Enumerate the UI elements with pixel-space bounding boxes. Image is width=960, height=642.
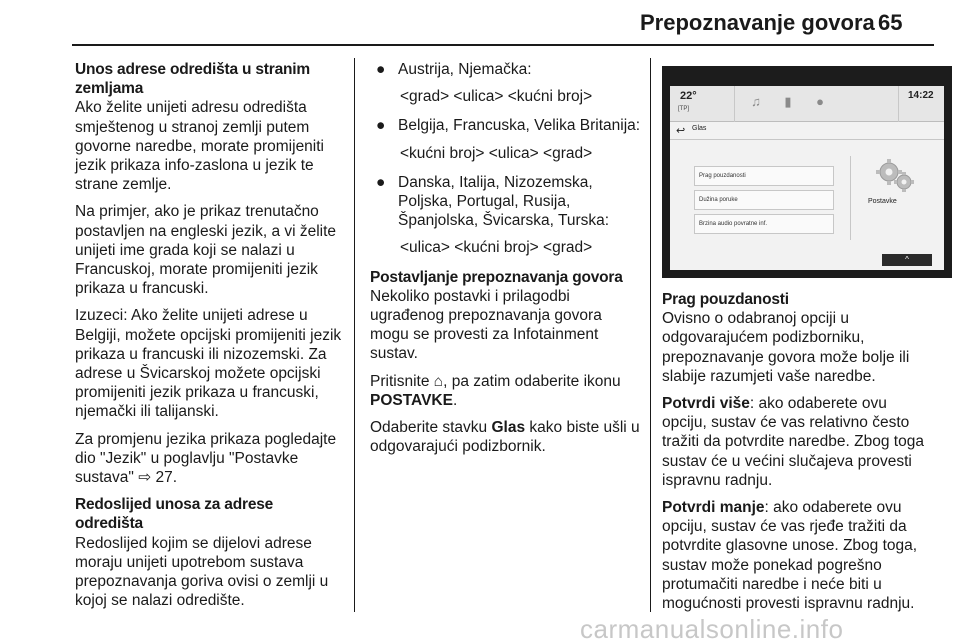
country-group-label: Danska, Italija, Nizozemska, Poljska, Portugal, Rusija, Španjolska, Švicarska, Turska: bbox=[398, 173, 610, 230]
bullet-icon: ● bbox=[376, 61, 386, 78]
press-home-text: Pritisnite bbox=[370, 372, 434, 390]
audio-feedback-speed-item[interactable]: Brzina audio povratne inf. bbox=[694, 214, 834, 234]
screen-divider bbox=[850, 156, 851, 240]
address-order: <grad> <ulica> <kućni broj> bbox=[400, 88, 593, 106]
watermark: carmanualsonline.info bbox=[580, 614, 844, 642]
paragraph-confirm-more bbox=[662, 394, 934, 490]
heading-input-order: Redoslijed unosa za adrese odredišta bbox=[75, 496, 274, 533]
middle-column bbox=[370, 60, 642, 464]
select-voice-text: Odaberite stavku bbox=[370, 419, 492, 437]
column-divider-right bbox=[650, 58, 651, 612]
left-column bbox=[75, 60, 345, 618]
confirm-less-keyword: Potvrdi manje bbox=[662, 499, 765, 517]
page-reference-number: 27. bbox=[151, 469, 178, 487]
press-home-text-2: , pa zatim odaberite ikonu bbox=[443, 372, 621, 390]
scroll-up-button[interactable]: ^ bbox=[882, 254, 932, 266]
settings-gear-icon[interactable] bbox=[873, 156, 919, 196]
section-input-order bbox=[75, 495, 345, 610]
temperature-readout: 22° bbox=[680, 90, 697, 102]
phone-icon[interactable]: ▮ bbox=[784, 94, 792, 109]
back-arrow-icon[interactable]: ↩ bbox=[676, 125, 686, 137]
paragraph-voice-settings: Nekoliko postavki i prilagodbi ugrađenog prepoznavanja govora mogu se provesti za Infotainment sustav. bbox=[370, 287, 602, 363]
paragraph-language-change bbox=[75, 430, 345, 488]
select-voice-text-2: kako biste ušli u odgovarajući podizbornik. bbox=[370, 419, 640, 456]
settings-label: Postavke bbox=[868, 198, 897, 205]
confidence-threshold-item[interactable]: Prag pouzdanosti bbox=[694, 166, 834, 186]
page-header-title: Prepoznavanje govora bbox=[640, 10, 875, 35]
section-voice-settings bbox=[370, 268, 642, 364]
status-divider bbox=[898, 86, 899, 122]
clock: 14:22 bbox=[908, 90, 934, 101]
paragraph-press-home bbox=[370, 372, 642, 410]
prompt-length-item[interactable]: Dužina poruke bbox=[694, 190, 834, 210]
bullet-icon: ● bbox=[376, 117, 386, 135]
country-group-label: Austrija, Njemačka: bbox=[398, 61, 532, 78]
heading-foreign-address: Unos adrese odredišta u stranim zemljama bbox=[75, 61, 310, 98]
screen-display bbox=[670, 86, 944, 270]
paragraph-foreign-address: Ako želite unijeti adresu odredišta smještenog u stranoj zemlji putem govorne naredbe, morate promijeniti jezik prikaza info-zaslona u jezik te strane zemlje. bbox=[75, 99, 324, 194]
confirm-more-keyword: Potvrdi više bbox=[662, 395, 750, 413]
voice-keyword: Glas bbox=[491, 419, 526, 437]
right-column bbox=[662, 290, 934, 621]
list-item bbox=[370, 60, 642, 79]
page-number: 65 bbox=[878, 10, 903, 35]
address-order: <kućni broj> <ulica> <grad> bbox=[400, 144, 593, 162]
heading-confidence-threshold: Prag pouzdanosti bbox=[662, 291, 789, 308]
confirm-less-text: : ako odaberete ovu opciju, sustav će vas rjeđe tražiti da potvrdite glasovne unose. Zbog toga, sustav može ponekad pogrešno protumačiti naredbe i neće biti u mogućnosti provesti ispravnu radnju. bbox=[662, 499, 918, 613]
paragraph-input-order: Redoslijed kojim se dijelovi adrese moraju unijeti upotrebom sustava prepoznavanja goriva ovisi o zemlji u kojoj se nalazi odredište. bbox=[75, 534, 329, 610]
confirm-more-text: : ako odaberete ovu opciju, sustav će vas relativno često tražiti da potvrdite naredbe. Zbog toga sustav će u većini slučajeva provesti ispravnu radnju. bbox=[662, 395, 924, 489]
settings-keyword: POSTAVKE bbox=[370, 391, 453, 409]
music-note-icon[interactable]: ♫ bbox=[751, 94, 761, 109]
press-home-period: . bbox=[452, 391, 458, 409]
header-rule bbox=[72, 44, 934, 46]
list-item bbox=[370, 116, 642, 135]
country-group-label: Belgija, Francuska, Velika Britanija: bbox=[398, 117, 641, 135]
status-divider bbox=[734, 86, 735, 122]
section-confidence-threshold bbox=[662, 290, 934, 386]
paragraph-exceptions: Izuzeci: Ako želite unijeti adrese u Belgiji, možete opcijski promijeniti jezik prikaza u francuski ili nizozemski. Za adrese u Švicarskoj možete opcijski promijeniti jezik prikaza u francuski, njemački ili talijanski. bbox=[75, 307, 342, 421]
screen-title: Glas bbox=[692, 125, 707, 132]
paragraph-confirm-less bbox=[662, 498, 934, 613]
address-order: <ulica> <kućni broj> <grad> bbox=[400, 239, 593, 257]
infotainment-screen bbox=[662, 66, 952, 278]
page-reference-icon: ⇨ bbox=[138, 469, 152, 487]
section-foreign-address bbox=[75, 60, 345, 194]
column-divider-left bbox=[354, 58, 355, 612]
screen-title-bar bbox=[670, 122, 944, 140]
home-icon: ⌂ bbox=[433, 372, 444, 390]
bullet-icon: ● bbox=[376, 173, 386, 191]
language-change-text: Za promjenu jezika prikaza pogledajte dio "Jezik" u poglavlju "Postavke sustava" bbox=[75, 430, 337, 487]
paragraph-confidence-threshold: Ovisno o odabranoj opciji u odgovarajućem podizborniku, prepoznavanje govora može bolje ili slabije razumjeti vaše naredbe. bbox=[662, 310, 910, 385]
screen-status-bar bbox=[670, 86, 944, 122]
paragraph-example: Na primjer, ako je prikaz trenutačno postavljen na engleski jezik, a vi želite unijeti ime grada koji se nalazi u Francuskoj, morate promijeniti jezik prikaza u francuski. bbox=[75, 203, 337, 298]
list-item bbox=[370, 173, 642, 231]
paragraph-select-voice bbox=[370, 418, 642, 456]
navigation-icon[interactable]: ● bbox=[816, 94, 824, 109]
heading-voice-settings: Postavljanje prepoznavanja govora bbox=[370, 268, 623, 286]
traffic-program-indicator: [TP] bbox=[678, 106, 690, 112]
